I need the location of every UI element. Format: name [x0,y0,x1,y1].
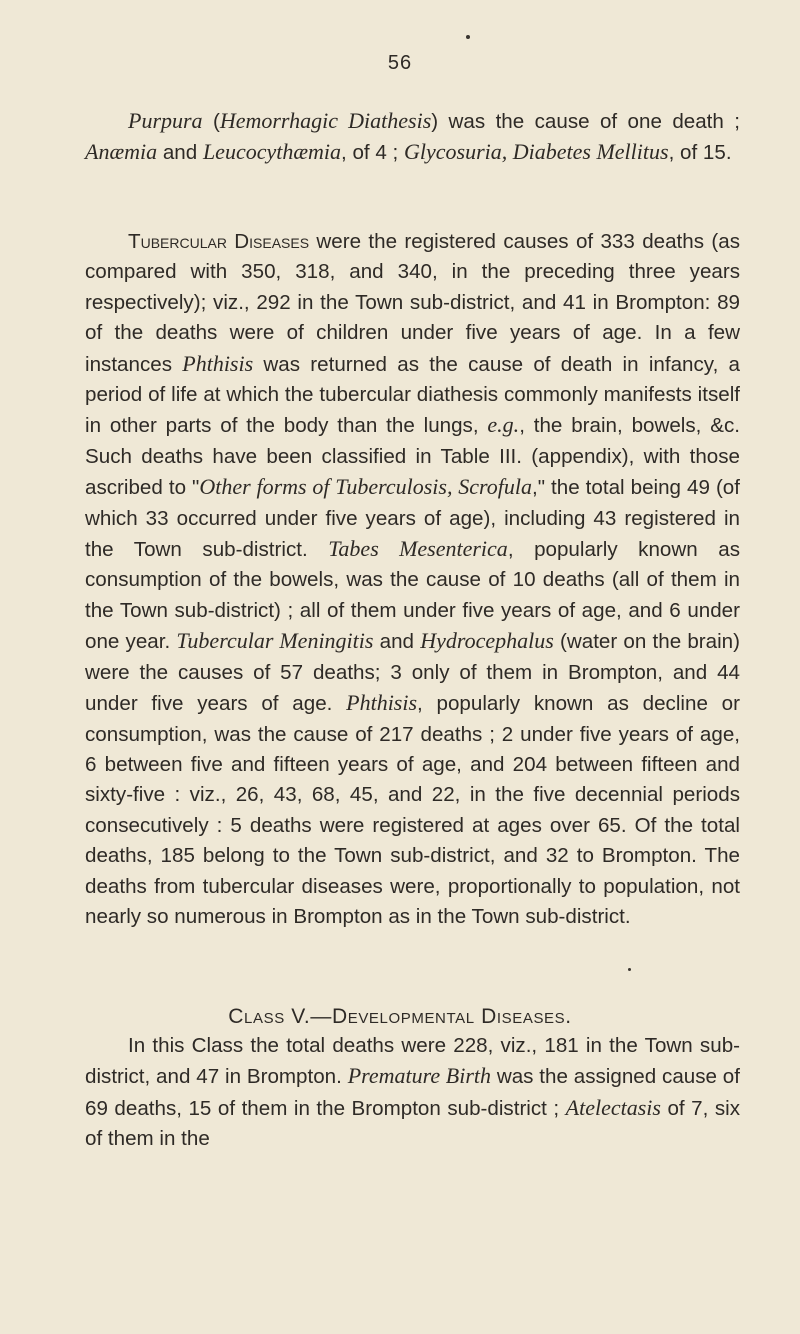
ink-speck [628,968,631,971]
italic-term: Hydrocephalus [420,628,554,654]
paragraph-developmental-diseases: In this Class the total deaths were 228, viz., 181 in the Town sub-district, and 47 in Brompton. Premature Birth was the assigned cause of 69 deaths, 15 of them in the Brompton sub-district ; Atelectasis of 7, six of them in the [85,1034,740,1151]
section-lead: Tubercular Diseases [128,230,310,253]
italic-term: Hemorrhagic Diathesis [219,108,432,133]
italic-term: Phthisis [346,690,418,716]
italic-term: Tabes Mesenterica [328,536,508,562]
italic-term: Premature Birth [347,1063,491,1089]
italic-term: Phthisis [182,350,254,376]
italic-term: Tubercular Meningitis [176,628,374,654]
italic-term: Other forms of Tuberculosis, Scrofula [199,474,532,500]
italic-term: Anæmia [85,139,158,165]
italic-term: Atelectasis [565,1094,661,1120]
italic-term: Purpura [128,108,203,133]
paragraph-purpura: Purpura (Hemorrhagic Diathesis) was the cause of one death ; Anæmia and Leucocythæmia, of 4 ; Glycosuria, Diabetes Mellitus, of 15. [85,108,740,165]
italic-term: e.g. [487,412,520,438]
italic-term: Glycosuria, Diabetes Mellitus [404,139,669,165]
paragraph-tubercular-diseases: Tubercular Diseases were the registered causes of 333 deaths (as compared with 350, 318, and 340, in the preceding three years respectively); viz., 292 in the Town sub-district, and 41 in Brompton: 89 of the deaths were of children under five years of age. In a few instances Phthisis was returned as the cause of death in infancy, a period of life at which the tubercular diathesis commonly manifests itself in other parts of the body than the lungs, e.g., the brain, bowels, &c. Such deaths have been classified in Table III. (appendix), with those ascribed to "Other forms of Tuberculosis, Scrofula," the total being 49 (of which 33 occurred under five years of age), including 43 registered in the Town sub-district. Tabes Mesenterica, popularly known as consumption of the bowels, was the cause of 10 deaths (all of them in the Town sub-district) ; all of them under five years of age, and 6 under one year. Tubercular Meningitis and Hydrocephalus (water on the brain) were the causes of 57 deaths; 3 only of them in Brompton, and 44 under five years of age. Phthisis, popularly known as decline or consumption, was the cause of 217 deaths ; 2 under five years of age, 6 between five and fifteen years of age, and 204 between fifteen and sixty-five : viz., 26, 43, 68, 45, and 22, in the five decennial periods consecutively : 5 deaths were registered at ages over 65. Of the total deaths, 185 belong to the Town sub-district, and 32 to Brompton. The deaths from tubercular diseases were, proportionally to population, not nearly so numerous in Brompton as in the Town sub-district. [85,230,740,928]
section-heading: Class V.—Developmental Diseases. [228,1005,572,1028]
ink-speck [466,35,470,39]
page-number: 56 [387,52,413,74]
italic-term: Leucocythæmia [202,139,342,165]
